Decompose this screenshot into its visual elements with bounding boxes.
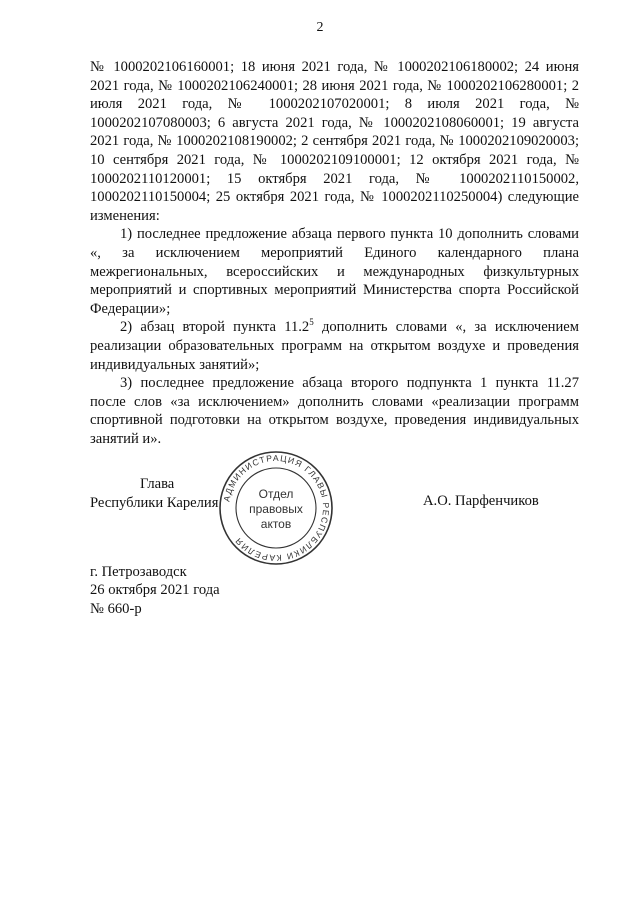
city: г. Петрозаводск (90, 564, 187, 580)
superscript-5: 5 (309, 317, 314, 328)
signatory-name: А.О. Парфенчиков (423, 493, 539, 509)
official-stamp (218, 450, 334, 566)
amendment-item-2-start: 2) абзац второй пункта 11.2 (120, 319, 310, 336)
amendment-item-3: 3) последнее предложение абзаца второго подпункта 1 пункта 11.27 после слов «за исключением» дополнить словами «реализации программ спортивной подготовки на открытом воздухе, проведения индивидуальных занятий и». (90, 375, 579, 447)
signatory-title-line1: Глава (140, 476, 175, 492)
stamp-ring-text: АДМИНИСТРАЦИЯ ГЛАВЫ РЕСПУБЛИКИ КАРЕЛИЯ (221, 452, 332, 564)
signatory-title-line2: Республики Карелия (90, 494, 219, 511)
stamp-text-line1: Отдел (258, 487, 294, 501)
intro-paragraph: № 1000202106160001; 18 июня 2021 года, № 1000202106180002; 24 июня 2021 года, № 1000202106240001; 28 июня 2021 года, № 1000202106280001; 2 июля 2021 года, № 1000202107020001; 8 июля 2021 года, № 1000202107080003; 6 августа 2021 года, № 1000202108060001; 19 августа 2021 года, № 1000202108190002; 2 сентября 2021 года, № 1000202109020003; 10 сентября 2021 года, № 1000202109100001; 12 октября 2021 года, № 1000202110120001; 15 октября 2021 года, № 1000202110150002, 1000202110150004; 25 октября 2021 года, № 1000202110250004) следующие изменения: (90, 59, 579, 224)
document-footer (90, 563, 220, 618)
document-date: 26 октября 2021 года (90, 582, 220, 599)
amendment-item-2 (90, 318, 579, 374)
signatory-title (90, 475, 218, 512)
page-number: 2 (316, 20, 324, 35)
amendment-item-1: 1) последнее предложение абзаца первого пункта 10 дополнить словами «, за исключением мероприятий Единого календарного плана межрегиональных, всероссийских и международных физкультурных мероприятий и спортивных мероприятий Министерства спорта Российской Федерации»; (90, 226, 579, 317)
stamp-text-line2: правовых (249, 502, 303, 516)
document-body (90, 58, 579, 448)
stamp-text-line3: актов (260, 517, 292, 531)
document-number: № 660-р (90, 600, 142, 617)
amendment-item-2-end: дополнить словами «, за исключением реализации образовательных программ на открытом воздухе и проведения индивидуальных занятий»; (90, 319, 579, 373)
